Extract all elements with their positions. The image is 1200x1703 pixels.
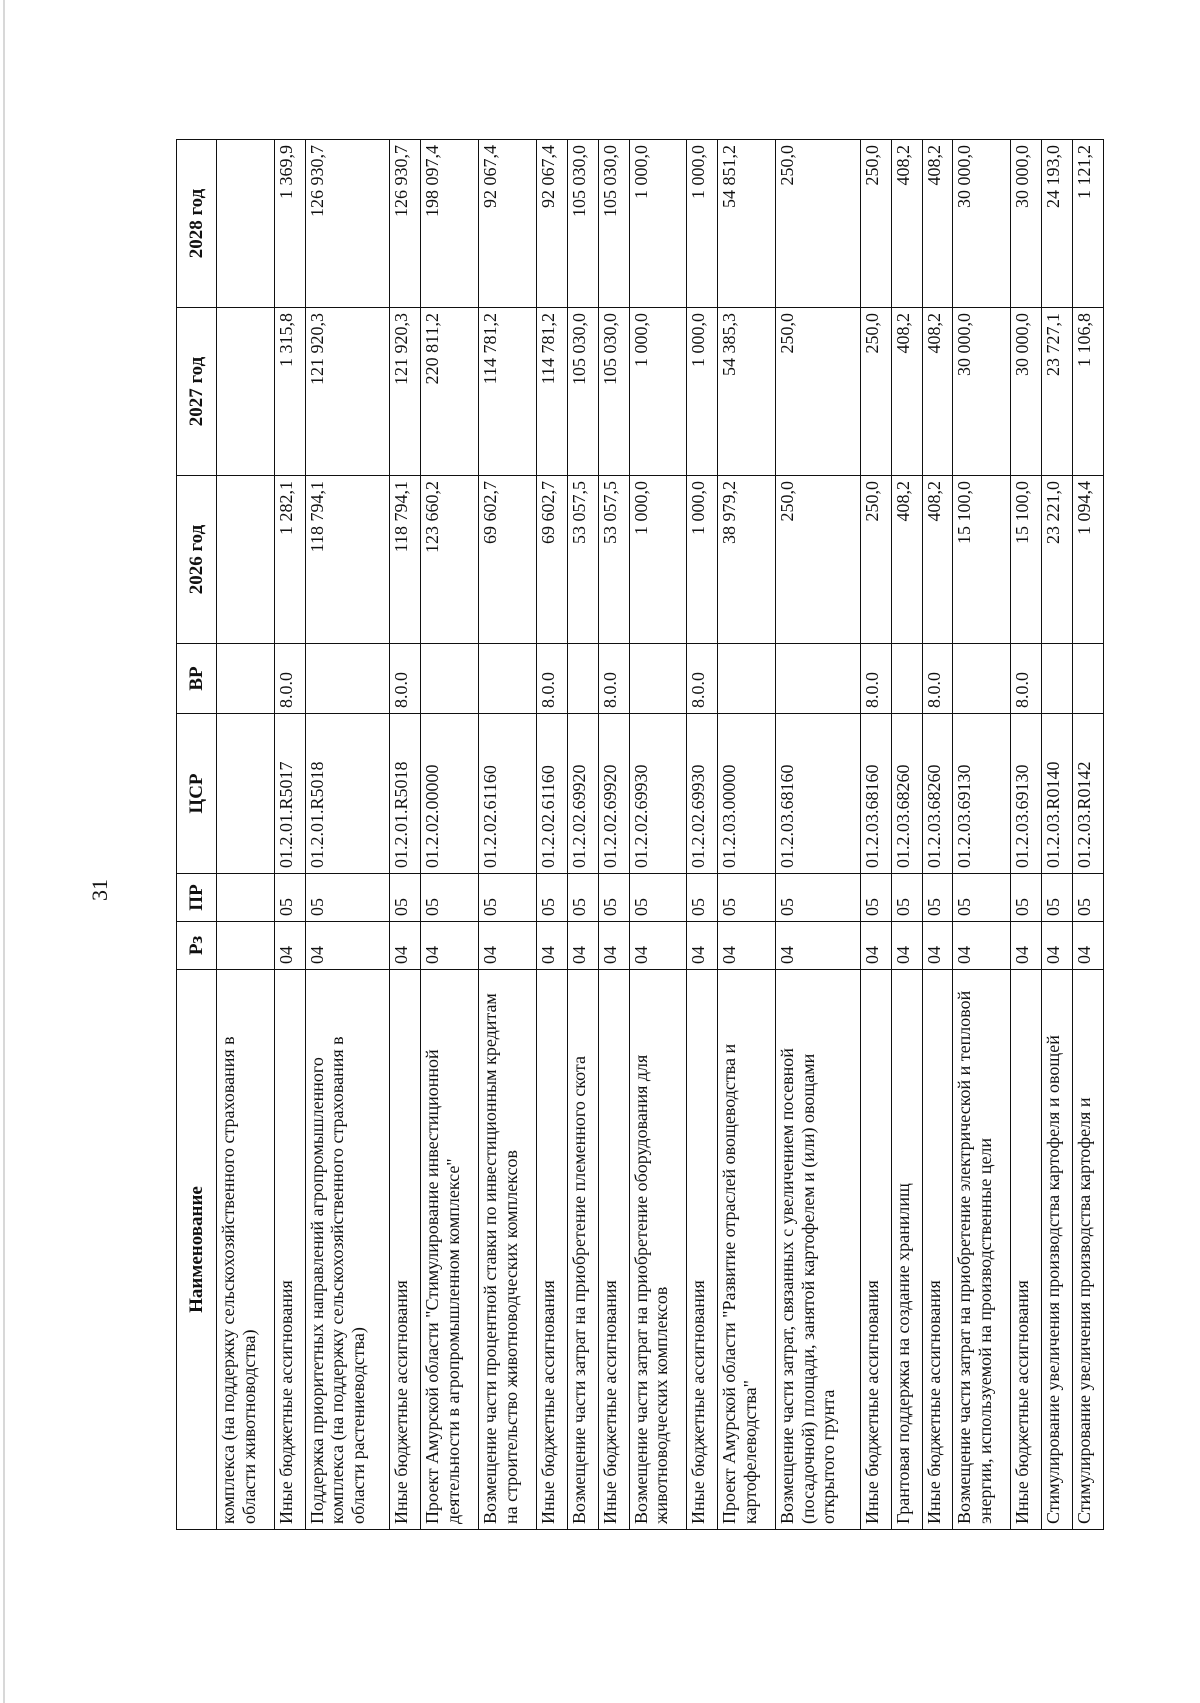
cell-vr xyxy=(718,644,776,714)
cell-csr: 01.2.03.69130 xyxy=(1011,714,1042,874)
cell-name: Проект Амурской области "Стимулирование инвестиционной деятельности в агропромышленном комплексе" xyxy=(421,970,479,1530)
cell-pr: 05 xyxy=(1072,874,1103,922)
cell-name: Иные бюджетные ассигнования xyxy=(390,970,421,1530)
cell-csr: 01.2.01.R5017 xyxy=(274,714,305,874)
cell-y2028: 30 000,0 xyxy=(1011,140,1042,308)
cell-name: Проект Амурской области "Развитие отраслей овощеводства и картофелеводства" xyxy=(718,970,776,1530)
cell-y2027: 250,0 xyxy=(860,308,891,476)
cell-csr xyxy=(217,714,275,874)
cell-csr: 01.2.03.00000 xyxy=(718,714,776,874)
table-row xyxy=(1042,140,1073,1530)
cell-name: Стимулирование увеличения производства картофеля и xyxy=(1072,970,1103,1530)
cell-name: Возмещение части затрат, связанных с увеличением посевной (посадочной) площади, занятой картофелем и (или) овощами открытого грунта xyxy=(776,970,861,1530)
cell-rz xyxy=(217,922,275,970)
cell-pr: 05 xyxy=(629,874,687,922)
cell-vr xyxy=(1042,644,1073,714)
cell-y2027: 54 385,3 xyxy=(718,308,776,476)
cell-vr: 8.0.0 xyxy=(536,644,567,714)
cell-vr xyxy=(421,644,479,714)
table-row xyxy=(953,140,1011,1530)
cell-vr: 8.0.0 xyxy=(1011,644,1042,714)
cell-name: Грантовая поддержка на создание хранилищ xyxy=(891,970,922,1530)
cell-y2027: 30 000,0 xyxy=(953,308,1011,476)
table-row xyxy=(274,140,305,1530)
cell-y2027: 1 000,0 xyxy=(687,308,718,476)
cell-y2028: 92 067,4 xyxy=(479,140,537,308)
cell-vr xyxy=(217,644,275,714)
cell-vr: 8.0.0 xyxy=(922,644,953,714)
cell-y2027: 1 106,8 xyxy=(1072,308,1103,476)
cell-csr: 01.2.03.69130 xyxy=(953,714,1011,874)
cell-csr: 01.2.03.68260 xyxy=(922,714,953,874)
cell-y2028: 24 193,0 xyxy=(1042,140,1073,308)
cell-y2028: 250,0 xyxy=(776,140,861,308)
cell-y2028: 126 930,7 xyxy=(305,140,390,308)
cell-y2028: 408,2 xyxy=(922,140,953,308)
cell-y2028: 54 851,2 xyxy=(718,140,776,308)
cell-name: Иные бюджетные ассигнования xyxy=(536,970,567,1530)
cell-name: Иные бюджетные ассигнования xyxy=(860,970,891,1530)
header-2028: 2028 год xyxy=(177,140,217,308)
cell-name: Поддержка приоритетных направлений агропромышленного комплекса (на поддержку сельскохозяйственного страхования в области растениеводства) xyxy=(305,970,390,1530)
cell-pr: 05 xyxy=(390,874,421,922)
cell-y2026: 408,2 xyxy=(891,476,922,644)
cell-y2026: 38 979,2 xyxy=(718,476,776,644)
table-row xyxy=(860,140,891,1530)
cell-y2026: 118 794,1 xyxy=(390,476,421,644)
table-row xyxy=(629,140,687,1530)
cell-rz: 04 xyxy=(598,922,629,970)
table-row xyxy=(479,140,537,1530)
cell-y2027: 1 000,0 xyxy=(629,308,687,476)
table-row xyxy=(567,140,598,1530)
cell-rz: 04 xyxy=(421,922,479,970)
cell-pr: 05 xyxy=(1011,874,1042,922)
cell-vr xyxy=(1072,644,1103,714)
header-csr: ЦСР xyxy=(177,714,217,874)
cell-csr: 01.2.02.69930 xyxy=(629,714,687,874)
cell-pr: 05 xyxy=(421,874,479,922)
cell-y2027: 1 315,8 xyxy=(274,308,305,476)
cell-vr xyxy=(305,644,390,714)
cell-y2027: 250,0 xyxy=(776,308,861,476)
cell-pr: 05 xyxy=(687,874,718,922)
cell-y2027: 23 727,1 xyxy=(1042,308,1073,476)
cell-pr: 05 xyxy=(860,874,891,922)
table-row xyxy=(922,140,953,1530)
cell-y2026: 69 602,7 xyxy=(536,476,567,644)
cell-y2028: 1 369,9 xyxy=(274,140,305,308)
table-row xyxy=(1072,140,1103,1530)
cell-rz: 04 xyxy=(536,922,567,970)
cell-csr: 01.2.03.68160 xyxy=(776,714,861,874)
cell-pr: 05 xyxy=(536,874,567,922)
cell-y2028: 250,0 xyxy=(860,140,891,308)
cell-csr: 01.2.02.00000 xyxy=(421,714,479,874)
cell-csr: 01.2.02.61160 xyxy=(536,714,567,874)
cell-csr: 01.2.02.61160 xyxy=(479,714,537,874)
table-row xyxy=(687,140,718,1530)
cell-name: Иные бюджетные ассигнования xyxy=(274,970,305,1530)
cell-vr: 8.0.0 xyxy=(860,644,891,714)
cell-rz: 04 xyxy=(1072,922,1103,970)
cell-vr xyxy=(567,644,598,714)
header-pr: ПР xyxy=(177,874,217,922)
cell-rz: 04 xyxy=(922,922,953,970)
cell-name: Возмещение части затрат на приобретение племенного скота xyxy=(567,970,598,1530)
budget-table xyxy=(176,139,1104,1530)
cell-rz: 04 xyxy=(629,922,687,970)
cell-vr xyxy=(953,644,1011,714)
table-row xyxy=(891,140,922,1530)
cell-vr: 8.0.0 xyxy=(598,644,629,714)
cell-y2026: 15 100,0 xyxy=(953,476,1011,644)
cell-pr: 05 xyxy=(305,874,390,922)
cell-csr: 01.2.02.69920 xyxy=(598,714,629,874)
table-row xyxy=(390,140,421,1530)
cell-rz: 04 xyxy=(305,922,390,970)
cell-vr xyxy=(891,644,922,714)
cell-vr: 8.0.0 xyxy=(390,644,421,714)
cell-rz: 04 xyxy=(953,922,1011,970)
cell-name: Иные бюджетные ассигнования xyxy=(1011,970,1042,1530)
cell-y2028: 1 121,2 xyxy=(1072,140,1103,308)
cell-rz: 04 xyxy=(718,922,776,970)
table-row xyxy=(421,140,479,1530)
cell-pr: 05 xyxy=(274,874,305,922)
cell-pr: 05 xyxy=(1042,874,1073,922)
cell-pr: 05 xyxy=(953,874,1011,922)
cell-y2028: 126 930,7 xyxy=(390,140,421,308)
cell-rz: 04 xyxy=(891,922,922,970)
cell-y2027: 408,2 xyxy=(922,308,953,476)
cell-rz: 04 xyxy=(776,922,861,970)
table-row xyxy=(718,140,776,1530)
cell-rz: 04 xyxy=(860,922,891,970)
cell-y2027: 114 781,2 xyxy=(479,308,537,476)
cell-pr: 05 xyxy=(567,874,598,922)
cell-name: Возмещение части затрат на приобретение оборудования для животноводческих комплексов xyxy=(629,970,687,1530)
cell-y2028: 105 030,0 xyxy=(567,140,598,308)
cell-name: Возмещение части затрат на приобретение электрической и тепловой энергии, используемой на производственные цели xyxy=(953,970,1011,1530)
cell-rz: 04 xyxy=(390,922,421,970)
cell-y2026: 1 282,1 xyxy=(274,476,305,644)
cell-pr: 05 xyxy=(776,874,861,922)
header-vr: ВР xyxy=(177,644,217,714)
cell-csr: 01.2.01.R5018 xyxy=(305,714,390,874)
cell-rz: 04 xyxy=(687,922,718,970)
cell-y2028: 30 000,0 xyxy=(953,140,1011,308)
cell-y2026: 53 057,5 xyxy=(598,476,629,644)
cell-y2026 xyxy=(217,476,275,644)
cell-rz: 04 xyxy=(567,922,598,970)
cell-csr: 01.2.03.R0140 xyxy=(1042,714,1073,874)
cell-y2026: 1 000,0 xyxy=(687,476,718,644)
header-rz: Рз xyxy=(177,922,217,970)
page-number: 31 xyxy=(87,879,112,901)
cell-rz: 04 xyxy=(1042,922,1073,970)
cell-y2026: 53 057,5 xyxy=(567,476,598,644)
cell-csr: 01.2.02.69930 xyxy=(687,714,718,874)
cell-csr: 01.2.02.69920 xyxy=(567,714,598,874)
header-name: Наименование xyxy=(177,970,217,1530)
cell-pr: 05 xyxy=(891,874,922,922)
cell-pr xyxy=(217,874,275,922)
cell-csr: 01.2.03.68260 xyxy=(891,714,922,874)
cell-rz: 04 xyxy=(1011,922,1042,970)
cell-y2027: 121 920,3 xyxy=(390,308,421,476)
cell-y2027: 30 000,0 xyxy=(1011,308,1042,476)
cell-vr: 8.0.0 xyxy=(274,644,305,714)
cell-y2027 xyxy=(217,308,275,476)
table-row xyxy=(217,140,275,1530)
cell-vr: 8.0.0 xyxy=(687,644,718,714)
cell-name: Иные бюджетные ассигнования xyxy=(598,970,629,1530)
cell-name: Иные бюджетные ассигнования xyxy=(687,970,718,1530)
cell-y2026: 69 602,7 xyxy=(479,476,537,644)
cell-y2026: 1 000,0 xyxy=(629,476,687,644)
table-row xyxy=(598,140,629,1530)
cell-y2026: 250,0 xyxy=(776,476,861,644)
cell-y2028: 92 067,4 xyxy=(536,140,567,308)
cell-rz: 04 xyxy=(479,922,537,970)
header-2026: 2026 год xyxy=(177,476,217,644)
header-row xyxy=(177,140,217,1530)
cell-vr xyxy=(776,644,861,714)
cell-name: комплекса (на поддержку сельскохозяйственного страхования в области животноводства) xyxy=(217,970,275,1530)
cell-y2028: 408,2 xyxy=(891,140,922,308)
cell-csr: 01.2.01.R5018 xyxy=(390,714,421,874)
cell-y2028: 198 097,4 xyxy=(421,140,479,308)
cell-y2027: 105 030,0 xyxy=(567,308,598,476)
cell-pr: 05 xyxy=(598,874,629,922)
cell-vr xyxy=(629,644,687,714)
cell-y2026: 118 794,1 xyxy=(305,476,390,644)
cell-y2027: 408,2 xyxy=(891,308,922,476)
cell-csr: 01.2.03.68160 xyxy=(860,714,891,874)
budget-table-container xyxy=(176,140,1104,1530)
cell-name: Возмещение части процентной ставки по инвестиционным кредитам на строительство животноводческих комплексов xyxy=(479,970,537,1530)
cell-y2028: 1 000,0 xyxy=(687,140,718,308)
cell-y2026: 408,2 xyxy=(922,476,953,644)
cell-y2026: 23 221,0 xyxy=(1042,476,1073,644)
table-row xyxy=(1011,140,1042,1530)
header-2027: 2027 год xyxy=(177,308,217,476)
cell-y2026: 123 660,2 xyxy=(421,476,479,644)
cell-y2027: 105 030,0 xyxy=(598,308,629,476)
table-row xyxy=(305,140,390,1530)
table-row xyxy=(776,140,861,1530)
cell-y2028: 105 030,0 xyxy=(598,140,629,308)
scan-edge-line xyxy=(3,0,5,1703)
cell-pr: 05 xyxy=(479,874,537,922)
cell-rz: 04 xyxy=(274,922,305,970)
cell-y2027: 220 811,2 xyxy=(421,308,479,476)
cell-y2026: 15 100,0 xyxy=(1011,476,1042,644)
cell-y2028 xyxy=(217,140,275,308)
cell-y2027: 114 781,2 xyxy=(536,308,567,476)
cell-y2028: 1 000,0 xyxy=(629,140,687,308)
cell-csr: 01.2.03.R0142 xyxy=(1072,714,1103,874)
table-row xyxy=(536,140,567,1530)
cell-y2026: 1 094,4 xyxy=(1072,476,1103,644)
cell-y2027: 121 920,3 xyxy=(305,308,390,476)
cell-pr: 05 xyxy=(922,874,953,922)
cell-y2026: 250,0 xyxy=(860,476,891,644)
cell-name: Стимулирование увеличения производства картофеля и овощей xyxy=(1042,970,1073,1530)
cell-name: Иные бюджетные ассигнования xyxy=(922,970,953,1530)
cell-pr: 05 xyxy=(718,874,776,922)
cell-vr xyxy=(479,644,537,714)
